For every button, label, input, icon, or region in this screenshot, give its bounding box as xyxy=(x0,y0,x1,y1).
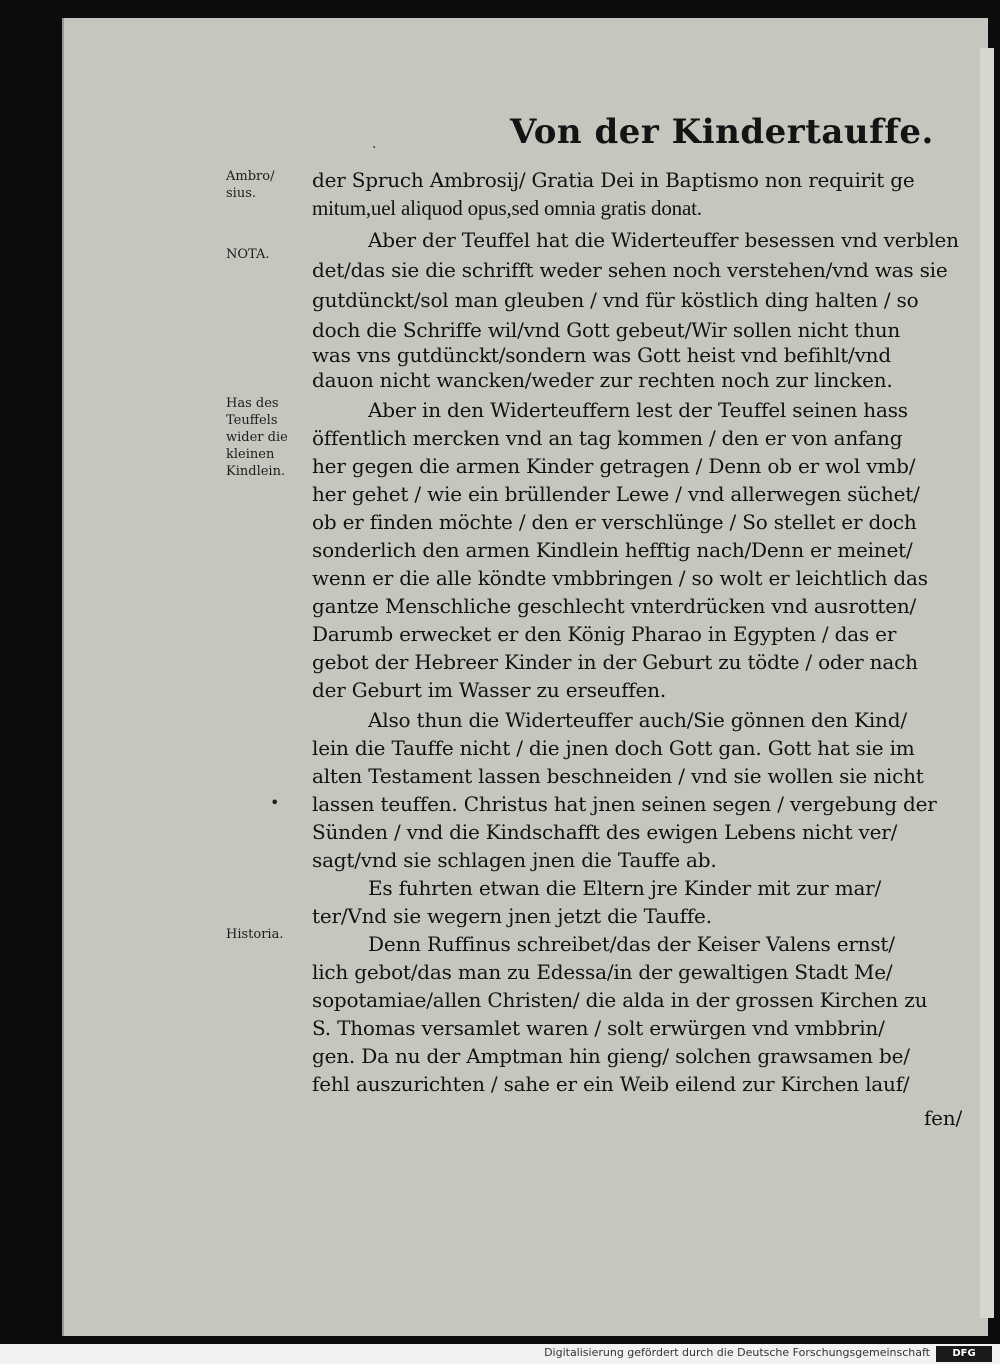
text-line: sopotamiae/allen Christen/ die alda in der grossen Kirchen zu xyxy=(312,988,928,1012)
text-line: dauon nicht wancken/weder zur rechten noch zur lincken. xyxy=(312,368,893,392)
text-line: lich gebot/das man zu Edessa/in der gewaltigen Stadt Me/ xyxy=(312,960,893,984)
marginal-line: Historia. xyxy=(226,927,284,942)
text-line: her gehet / wie ein brüllender Lewe / vnd allerwegen süchet/ xyxy=(312,482,920,506)
text-line: her gegen die armen Kinder getragen / Denn ob er wol vmb/ xyxy=(312,454,916,478)
text-line: gantze Menschliche geschlecht vnterdrücken vnd ausrotten/ xyxy=(312,594,917,618)
marginal-line: Has des xyxy=(226,396,279,411)
text-line: gutdünckt/sol man gleuben / vnd für köstlich ding halten / so xyxy=(312,288,919,312)
text-line: der Spruch Ambrosij/ Gratia Dei in Baptismo non requirit ge xyxy=(312,168,915,192)
dfg-logo: DFG xyxy=(936,1346,992,1362)
text-line: lein die Tauffe nicht / die jnen doch Gott gan. Gott hat sie im xyxy=(312,736,915,760)
text-line: alten Testament lassen beschneiden / vnd sie wollen sie nicht xyxy=(312,764,924,788)
marginal-line: wider die xyxy=(226,430,288,445)
text-line: was vns gutdünckt/sondern was Gott heist vnd befihlt/vnd xyxy=(312,343,891,367)
marginal-line: Kindlein. xyxy=(226,464,286,479)
text-line: öffentlich mercken vnd an tag kommen / den er von anfang xyxy=(312,426,903,450)
text-line: Also thun die Widerteuffer auch/Sie gönnen den Kind/ xyxy=(368,708,907,732)
text-line: S. Thomas versamlet waren / solt erwürgen vnd vmbbrin/ xyxy=(312,1016,885,1040)
running-head: Von der Kindertauffe. xyxy=(510,112,934,152)
text-line: sonderlich den armen Kindlein hefftig nach/Denn er meinet/ xyxy=(312,538,913,562)
text-line: det/das sie die schrifft weder sehen noch verstehen/vnd was sie xyxy=(312,258,948,282)
marginal-line: sius. xyxy=(226,186,257,201)
marginal-line: kleinen xyxy=(226,447,275,462)
text-line: wenn er die alle köndte vmbbringen / so wolt er leichtlich das xyxy=(312,566,928,590)
catchword: fen/ xyxy=(923,1106,962,1130)
text-line: gebot der Hebreer Kinder in der Geburt zu tödte / oder nach xyxy=(312,650,918,674)
text-line: lassen teuffen. Christus hat jnen seinen segen / vergebung der xyxy=(312,792,937,816)
text-line: fehl auszurichten / sahe er ein Weib eilend zur Kirchen lauf/ xyxy=(312,1072,910,1096)
marginal-note-hass xyxy=(226,395,312,480)
text-line: Es fuhrten etwan die Eltern jre Kinder mit zur mar/ xyxy=(368,876,882,900)
text-line: ter/Vnd sie wegern jnen jetzt die Tauffe. xyxy=(312,904,712,928)
text-line: Denn Ruffinus schreibet/das der Keiser Valens ernst/ xyxy=(368,932,895,956)
marginal-note-ambrosius xyxy=(226,168,312,202)
text-line: Sünden / vnd die Kindschafft des ewigen Lebens nicht ver/ xyxy=(312,820,898,844)
footer-bar xyxy=(0,1344,1000,1364)
marginal-note-historia xyxy=(226,926,312,943)
text-line: Aber in den Widerteuffern lest der Teuffel seinen hass xyxy=(368,398,908,422)
text-line: Darumb erwecket er den König Pharao in Egypten / das er xyxy=(312,622,897,646)
marginal-line: NOTA. xyxy=(226,247,270,262)
page-mark: · xyxy=(372,140,377,156)
text-line: ob er finden möchte / den er verschlünge / So stellet er doch xyxy=(312,510,917,534)
footer-credit: Digitalisierung gefördert durch die Deutsche Forschungsgemeinschaft xyxy=(544,1346,930,1359)
printer-mark: • xyxy=(270,793,280,812)
marginal-line: Ambro/ xyxy=(226,169,275,184)
text-line: der Geburt im Wasser zu erseuffen. xyxy=(312,678,666,702)
marginal-note-nota xyxy=(226,246,312,263)
text-line: doch die Schriffe wil/vnd Gott gebeut/Wir sollen nicht thun xyxy=(312,318,901,342)
text-line: sagt/vnd sie schlagen jnen die Tauffe ab. xyxy=(312,848,717,872)
text-line: mitum,uel aliquod opus,sed omnia gratis donat. xyxy=(312,196,702,220)
text-line: gen. Da nu der Amptman hin gieng/ solchen grawsamen be/ xyxy=(312,1044,910,1068)
text-line: Aber der Teuffel hat die Widerteuffer besessen vnd verblen xyxy=(368,228,959,252)
marginal-line: Teuffels xyxy=(226,413,278,428)
